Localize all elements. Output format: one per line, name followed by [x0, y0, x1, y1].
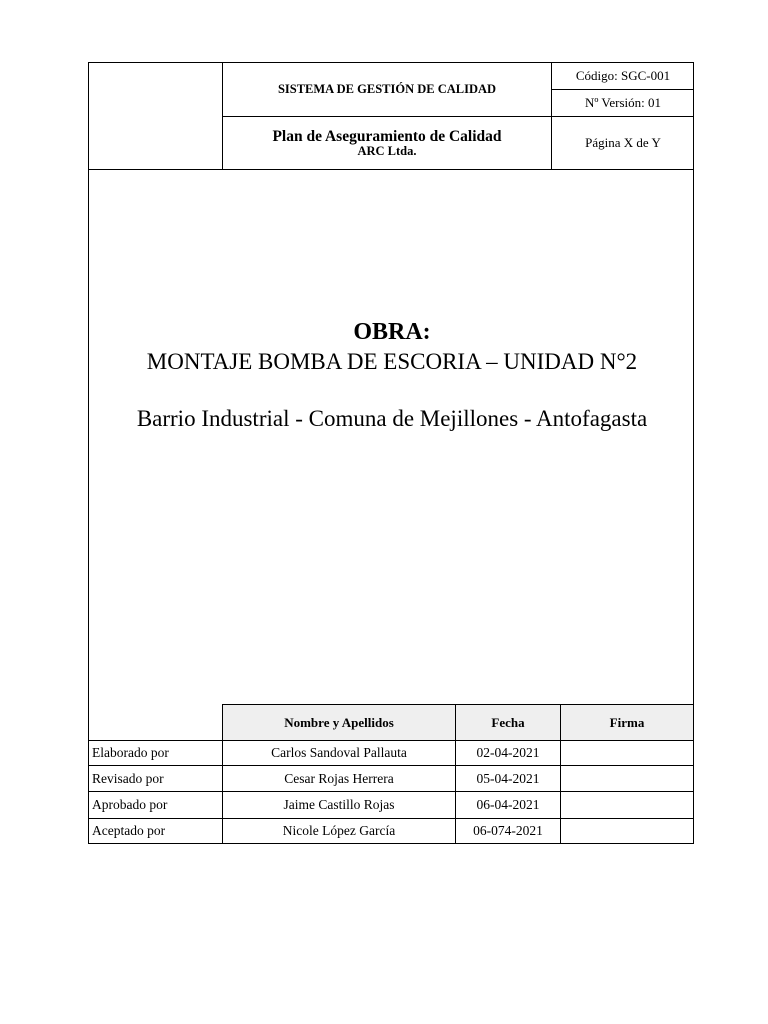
- project-location: Barrio Industrial - Comuna de Mejillones - Antofagasta: [136, 406, 648, 431]
- row-name: Nicole López García: [282, 823, 396, 838]
- version-number: Nº Versión: 01: [584, 95, 661, 110]
- row-signature: [561, 766, 693, 791]
- row-name: Carlos Sandoval Pallauta: [271, 745, 407, 760]
- row-role: Aprobado por: [92, 797, 168, 812]
- row-name: Cesar Rojas Herrera: [284, 770, 394, 786]
- column-header-date: Fecha: [456, 705, 560, 740]
- row-date: 06-074-2021: [473, 823, 543, 838]
- plan-title-cell: [223, 117, 551, 169]
- row-signature: [561, 792, 693, 818]
- row-date: 02-04-2021: [476, 745, 540, 760]
- system-title: SISTEMA DE GESTIÓN DE CALIDAD: [277, 82, 497, 96]
- column-header-signature: Firma: [561, 705, 693, 740]
- document-code: Código: SGC-001: [575, 68, 671, 83]
- row-role: Revisado por: [92, 770, 164, 786]
- logo-cell: [89, 63, 222, 169]
- row-role: Elaborado por: [92, 745, 169, 760]
- row-date: 05-04-2021: [476, 770, 540, 786]
- document-frame: [88, 62, 694, 844]
- company-name: ARC Ltda.: [357, 143, 417, 158]
- row-signature: [561, 741, 693, 765]
- row-role: Aceptado por: [92, 823, 166, 838]
- project-name: MONTAJE BOMBA DE ESCORIA – UNIDAD N°2: [146, 349, 638, 374]
- plan-title: Plan de Aseguramiento de Calidad: [272, 127, 502, 145]
- page-number: Página X de Y: [585, 135, 661, 150]
- row-name: Jaime Castillo Rojas: [283, 797, 395, 812]
- column-header-name: Nombre y Apellidos: [223, 705, 455, 740]
- header-bottom-line: [89, 169, 693, 170]
- row-date: 06-04-2021: [476, 797, 540, 812]
- obra-label: OBRA:: [353, 319, 431, 345]
- row-signature: [561, 819, 693, 843]
